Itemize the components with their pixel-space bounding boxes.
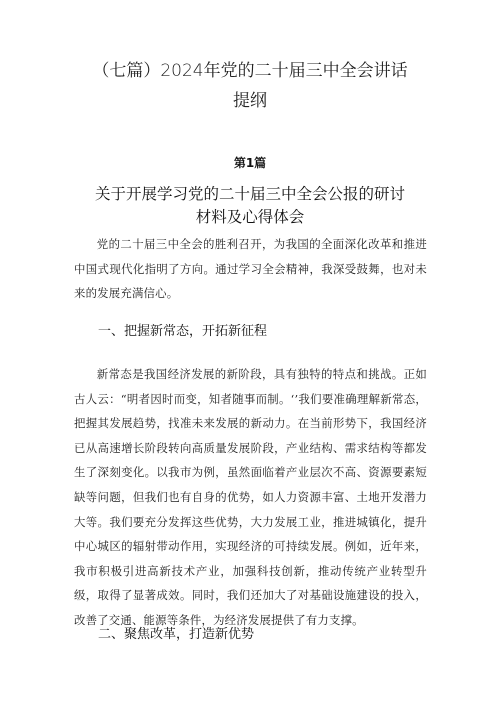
- intro-paragraph: 党的二十届三中全会的胜利召开，为我国的全面深化改革和推进中国式现代化指明了方向。通过学习全会精神，我深受鼓舞，也对未来的发展充满信心。: [74, 237, 427, 301]
- article-title-continuation: 材料及心得体会: [195, 208, 305, 226]
- section-heading-2: 二、聚焦改革，打造新优势: [98, 627, 255, 642]
- section-heading-1: 一、把握新常态，开拓新征程: [98, 324, 268, 339]
- section-label: 第1篇: [233, 156, 267, 170]
- body-paragraph: 新常态是我国经济发展的新阶段，具有独特的特点和挑战。正如古人云：“明者因时而变，知者随事而制。‘’我们要准确理解新常态，把握其发展趋势，找准未来发展的新动力。在当前形势下，我国经济已从高速增长阶段转向高质量发展阶段，产业结构、需求结构等都发生了深刻变化。以我市为例，虽然面临着产业层次不高、资源要素短缺等问题，但我们也有自身的优势，如人力资源丰富、土地开发潜力大等。我们要充分发挥这些优势，大力发展工业，推进城镇化，提升中心城区的辐射带动作用，实现经济的可持续发展。例如，近年来，我市积极引进高新技术产业，加强科技创新，推动传统产业转型升级，取得了显著成效。同时，我们还加大了对基础设施建设的投入，改善了交通、能源等条件，为经济发展提供了有力支撑。: [74, 367, 427, 627]
- document-title-continuation: 提纲: [233, 91, 267, 111]
- article-title: 关于开展学习党的二十届三中全会公报的研讨: [94, 185, 405, 203]
- document-title: （七篇）2024年党的二十届三中全会讲话: [92, 61, 408, 81]
